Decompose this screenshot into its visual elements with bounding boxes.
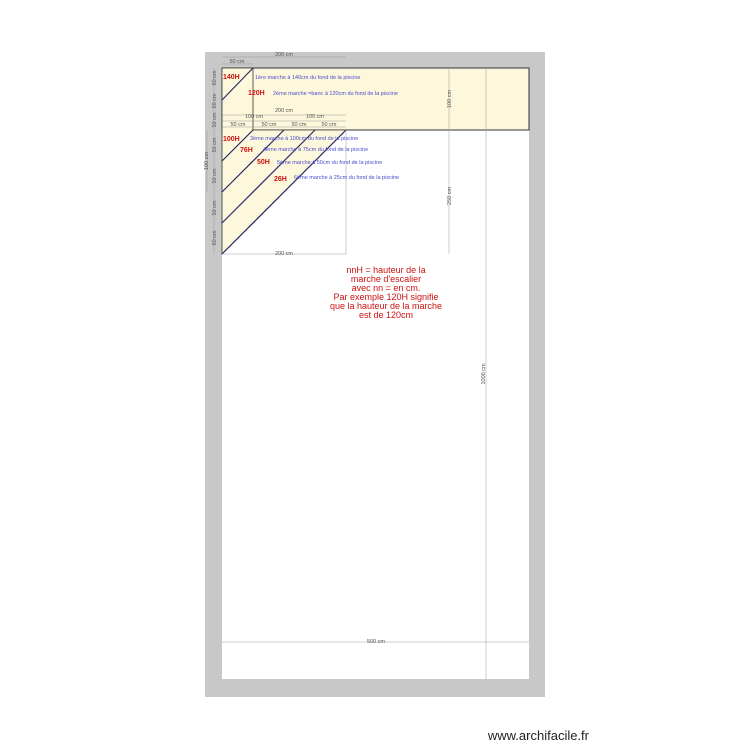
- step-height-label: 120H: [248, 90, 265, 97]
- legend-line: marche d'escalier: [350, 274, 422, 284]
- legend-line: que la hauteur de la marche: [329, 301, 443, 311]
- dim-left-50: 50 cm: [212, 200, 218, 216]
- dim-right-1000: 1000 cm: [481, 363, 487, 385]
- dim-left-50: 50 cm: [212, 112, 218, 128]
- step-description: 1ère marche à 140cm du fond de la piscine: [255, 75, 361, 81]
- dim-mid-100: 100 cm: [305, 114, 325, 120]
- dim-bench-100: 100 cm: [447, 89, 453, 109]
- dim-left-50: 50 cm: [212, 168, 218, 184]
- dim-left-50: 50 cm: [212, 93, 218, 109]
- step-description: 2ème marche =banc à 120cm du fond de la piscine: [273, 91, 398, 97]
- dim-left-100: 100 cm: [204, 151, 210, 171]
- step-height-label: 76H: [240, 147, 253, 154]
- step-description: 6ème marche à 25cm du fond de la piscine: [294, 175, 400, 181]
- dim-row-50: 50 cm: [230, 122, 246, 128]
- dim-row-50: 50 cm: [291, 122, 307, 128]
- dim-row-50: 50 cm: [321, 122, 337, 128]
- step-description: 5ème marche à 50cm du fond de la piscine: [277, 160, 383, 166]
- dim-bottom-200: 200 cm: [274, 251, 294, 257]
- dim-width-500: 500 cm: [366, 639, 386, 645]
- legend-line: nnH = hauteur de la: [346, 265, 426, 275]
- dim-row-50: 50 cm: [261, 122, 277, 128]
- dim-left-50: 50 cm: [212, 230, 218, 246]
- dim-mid-200: 200 cm: [274, 108, 294, 114]
- dim-top-50: 50 cm: [229, 59, 245, 65]
- step-description: 4ème marche à 75cm du fond de la piscine: [263, 147, 369, 153]
- dim-mid-100: 100 cm: [244, 114, 264, 120]
- step-height-label: 100H: [223, 136, 240, 143]
- dim-left-50: 50 cm: [212, 137, 218, 153]
- step-description: 3ème marche à 100cm du fond de la piscine: [250, 136, 359, 142]
- step-height-label: 140H: [223, 74, 240, 81]
- step-height-label: 26H: [274, 176, 287, 183]
- legend-line: Par exemple 120H signifie: [333, 292, 439, 302]
- legend-line: est de 120cm: [358, 310, 414, 320]
- step-height-label: 50H: [257, 159, 270, 166]
- watermark: www.archifacile.fr: [487, 728, 589, 743]
- dim-top-200: 200 cm: [274, 52, 294, 58]
- dim-right-250: 250 cm: [447, 186, 453, 206]
- dim-left-50: 50 cm: [212, 70, 218, 86]
- legend-line: avec nn = en cm.: [351, 283, 421, 293]
